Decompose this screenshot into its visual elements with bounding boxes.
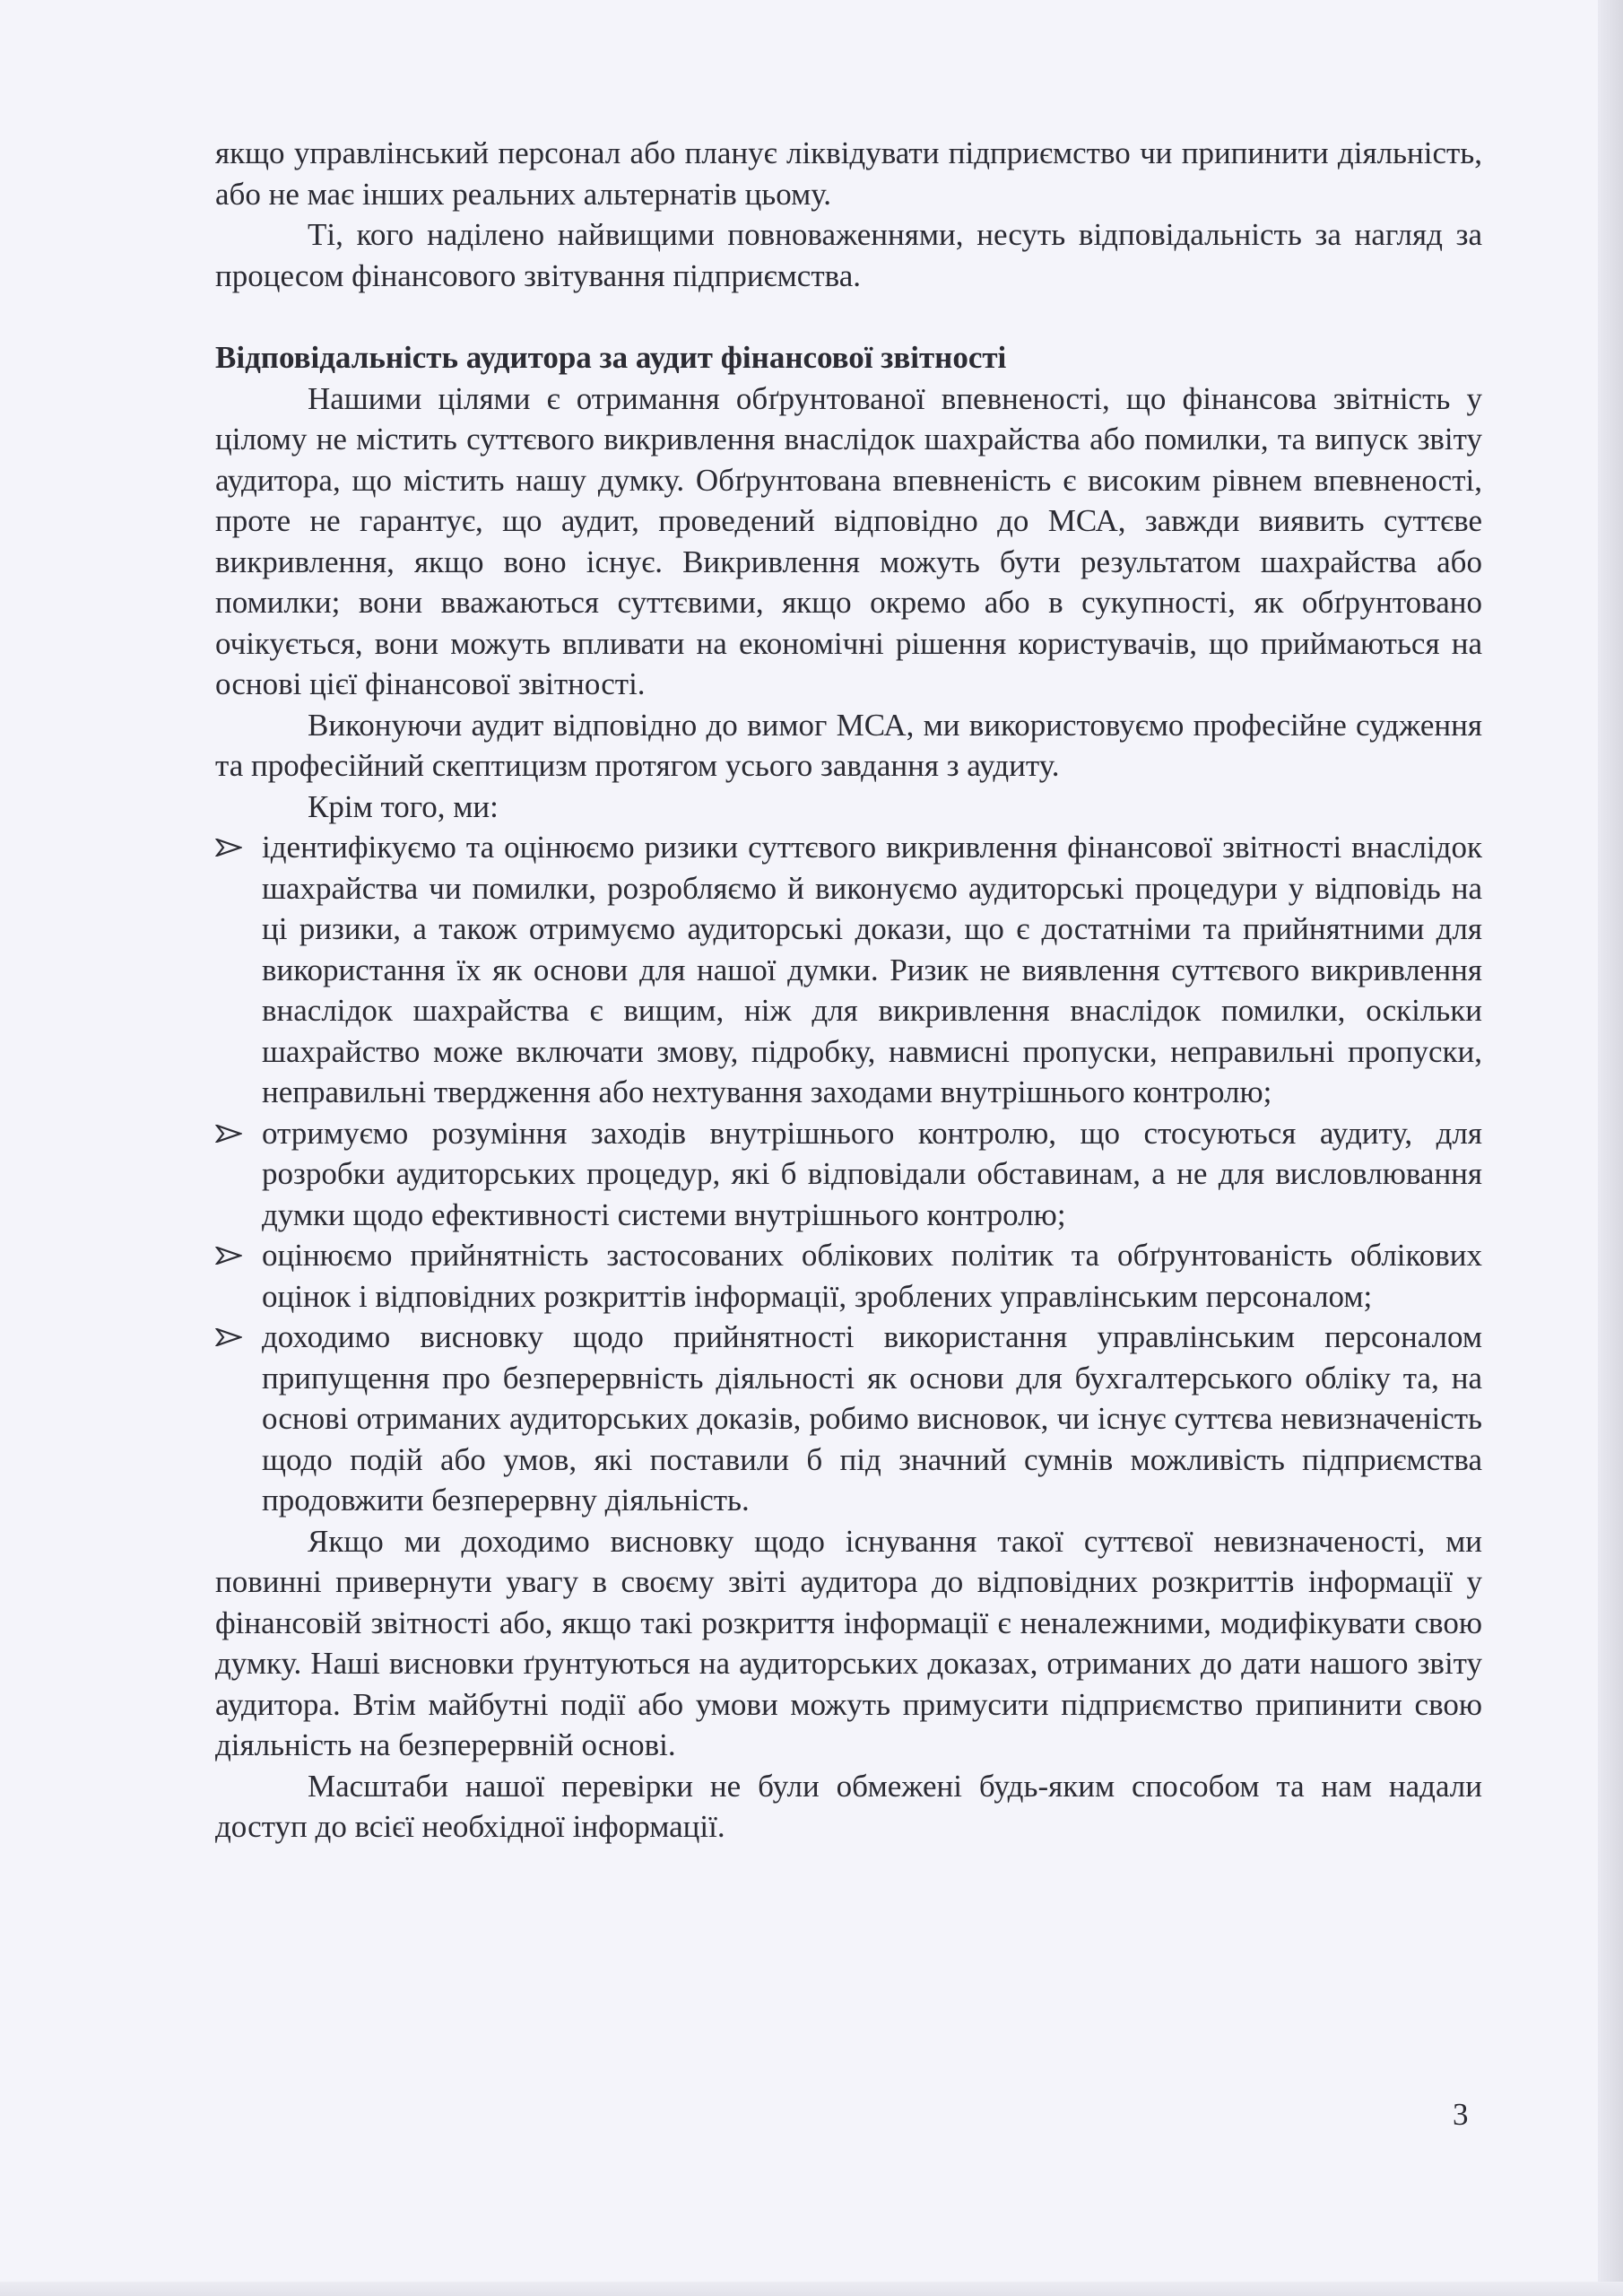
list-item-text: отримуємо розуміння заходів внутрішнього контролю, що стосуються аудиту, для розробки аудиторських процедур, які б відповідали обставинам, а не для висловлювання думки щодо ефективності системи внутрішнього контролю; (262, 1115, 1482, 1232)
list-item-text: ідентифікуємо та оцінюємо ризики суттєвого викривлення фінансової звітності внаслідок шахрайства чи помилки, розробляємо й виконуємо аудиторські процедури у відповідь на ці ризики, а також отримуємо аудиторські докази, що є достатніми та прийнятними для використання їх як основи для нашої думки. Ризик не виявлення суттєвого викривлення внаслідок шахрайства є вищим, ніж для викривлення внаслідок помилки, оскільки шахрайство може включати змову, підробку, навмисні пропуски, неправильні пропуски, неправильні твердження або нехтування заходами внутрішнього контролю; (262, 830, 1482, 1109)
list-item (215, 827, 1482, 1113)
section-heading: Відповідальність аудитора за аудит фінансової звітності (215, 340, 1007, 375)
list-item (215, 1317, 1482, 1521)
scan-shadow-bottom (0, 2282, 1623, 2296)
list-item-text: доходимо висновку щодо прийнятності використання управлінським персоналом припущення про безперервність діяльності як основи для бухгалтерського обліку та, на основі отриманих аудиторських доказів, робимо висновок, чи існує суттєва невизначеність щодо подій або умов, які поставили б під значний сумнів можливість підприємства продовжити безперервну діяльність. (262, 1319, 1482, 1518)
page-number: 3 (1453, 2097, 1469, 2132)
paragraph-objectives: Нашими цілями є отримання обґрунтованої впевненості, що фінансова звітність у цілому не містить суттєвого викривлення внаслідок шахрайства або помилки, та випуск звіту аудитора, що містить нашу думку. Обґрунтована впевненість є високим рівнем впевненості, проте не гарантує, що аудит, проведений відповідно до МСА, завжди виявить суттєве викривлення, якщо воно існує. Викривлення можуть бути результатом шахрайства або помилки; вони вважаються суттєвими, якщо окремо або в сукупності, як обґрунтовано очікується, вони можуть впливати на економічні рішення користувачів, що приймаються на основі цієї фінансової звітності. (215, 380, 1482, 701)
paragraph-scope: Масштаби нашої перевірки не були обмежені будь-яким способом та нам надали доступ до всієї необхідної інформації. (215, 1768, 1482, 1844)
list-item (215, 1113, 1482, 1236)
scan-shadow-right (1598, 0, 1623, 2296)
paragraph-governance: Ті, кого наділено найвищими повноваженнями, несуть відповідальність за нагляд за процесом фінансового звітування підприємства. (215, 217, 1482, 293)
paragraph-professional-judgement: Виконуючи аудит відповідно до вимог МСА, ми використовуємо професійне судження та професійний скептицизм протягом усього завдання з аудиту. (215, 707, 1482, 783)
arrowhead-bullet-icon (215, 839, 242, 857)
paragraph-continuation: якщо управлінський персонал або планує ліквідувати підприємство чи припинити діяльність, або не має інших реальних альтернатів цьому. (215, 135, 1482, 212)
audit-procedures-list (215, 827, 1482, 1521)
section-spacer (215, 296, 1482, 337)
arrowhead-bullet-icon (215, 1125, 242, 1143)
list-item-text: оцінюємо прийнятність застосованих облікових політик та обґрунтованість облікових оцінок і відповідних розкриттів інформації, зроблених управлінським персоналом; (262, 1238, 1482, 1314)
arrowhead-bullet-icon (215, 1247, 242, 1265)
paragraph-going-concern: Якщо ми доходимо висновку щодо існування такої суттєвої невизначеності, ми повинні привернути увагу в своєму звіті аудитора до відповідних розкриттів інформації у фінансовій звітності або, якщо такі розкриття інформації є неналежними, модифікувати свою думку. Наші висновки ґрунтуються на аудиторських доказах, отриманих до дати нашого звіту аудитора. Втім майбутні події або умови можуть примусити підприємство припинити свою діяльність на безперервній основі. (215, 1523, 1482, 1762)
list-item (215, 1235, 1482, 1317)
paragraph-in-addition: Крім того, ми: (308, 788, 499, 824)
document-body (215, 133, 1482, 1848)
arrowhead-bullet-icon (215, 1328, 242, 1346)
